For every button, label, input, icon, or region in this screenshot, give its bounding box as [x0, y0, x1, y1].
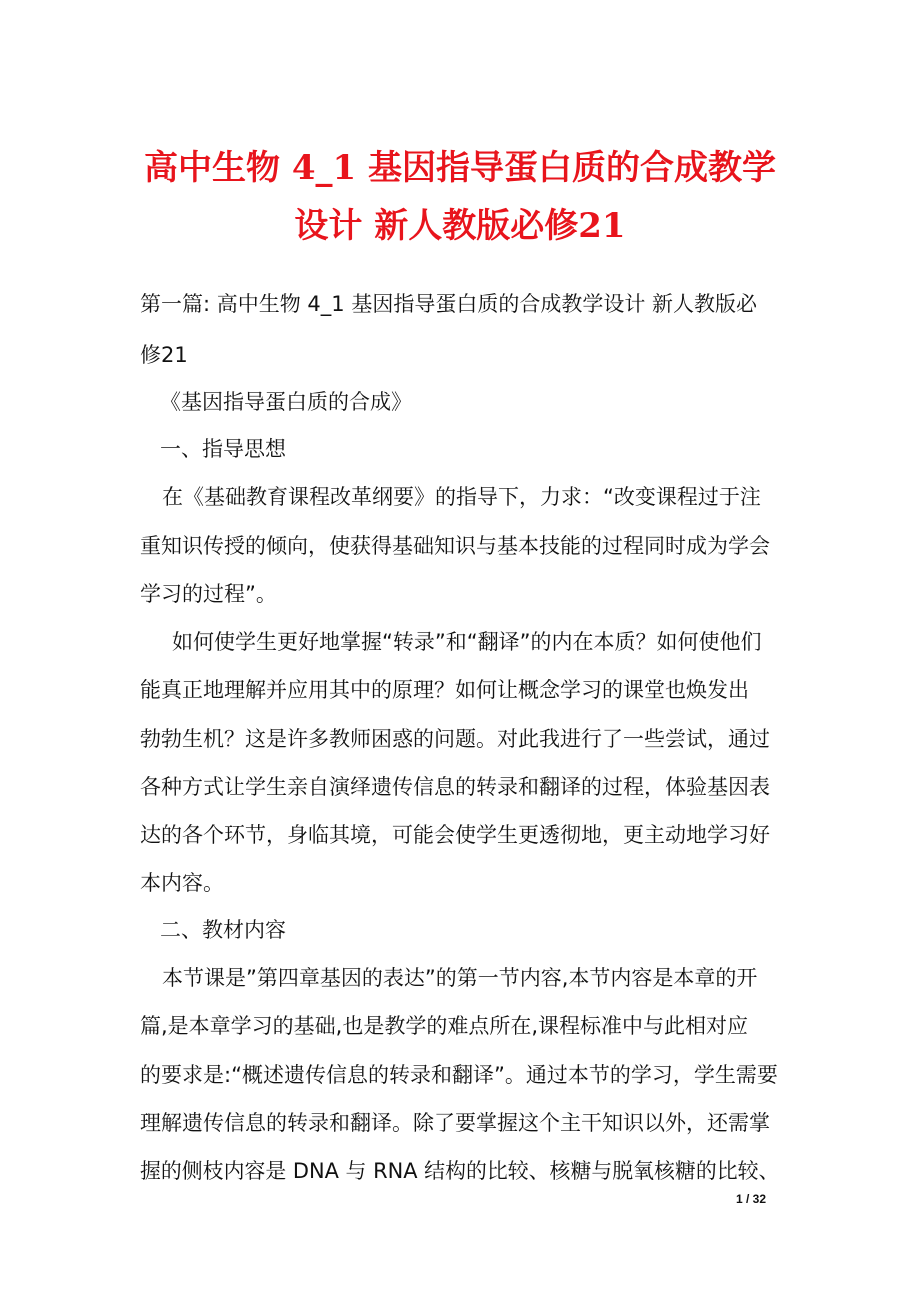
body-line-18: 理解遗传信息的转录和翻译。除了要掌握这个主干知识以外，还需掌: [140, 1111, 770, 1135]
body-line-16: 篇,是本章学习的基础,也是教学的难点所在,课程标准中与此相对应: [140, 1014, 749, 1038]
body-line-12: 达的各个环节，身临其境，可能会使学生更透彻地，更主动地学习好: [140, 823, 770, 847]
section-heading-2: 二、教材内容: [160, 918, 286, 942]
section-heading-1: 一、指导思想: [160, 437, 286, 461]
body-line-2: 修21: [140, 343, 188, 367]
document-title-line-2: 设计 新人教版必修21: [294, 206, 626, 246]
body-line-17: 的要求是:“概述遗传信息的转录和翻译”。通过本节的学习，学生需要: [140, 1063, 778, 1087]
body-line-7: 学习的过程”。: [140, 582, 277, 606]
body-line-1: 第一篇: 高中生物 4_1 基因指导蛋白质的合成教学设计 新人教版必: [140, 292, 757, 316]
body-line-19: 握的侧枝内容是 DNA 与 RNA 结构的比较、核糖与脱氧核糖的比较、: [140, 1159, 780, 1183]
body-line-15: 本节课是”第四章基因的表达”的第一节内容,本节内容是本章的开: [162, 966, 758, 990]
body-line-9: 能真正地理解并应用其中的原理？如何让概念学习的课堂也焕发出: [140, 678, 749, 702]
body-line-10: 勃勃生机？这是许多教师困惑的问题。对此我进行了一些尝试，通过: [140, 727, 770, 751]
body-line-8: 如何使学生更好地掌握“转录”和“翻译”的内在本质？如何使他们: [172, 630, 762, 654]
body-line-5: 在《基础教育课程改革纲要》的指导下，力求：“改变课程过于注: [162, 485, 761, 509]
body-line-13: 本内容。: [140, 871, 224, 895]
body-line-6: 重知识传授的倾向，使获得基础知识与基本技能的过程同时成为学会: [140, 534, 770, 558]
body-line-11: 各种方式让学生亲自演绎遗传信息的转录和翻译的过程，体验基因表: [140, 775, 770, 799]
document-title-line-1: 高中生物 4_1 基因指导蛋白质的合成教学: [144, 148, 776, 188]
page-indicator: 1 / 32: [736, 1192, 767, 1206]
book-title-line: 《基因指导蛋白质的合成》: [160, 390, 412, 414]
